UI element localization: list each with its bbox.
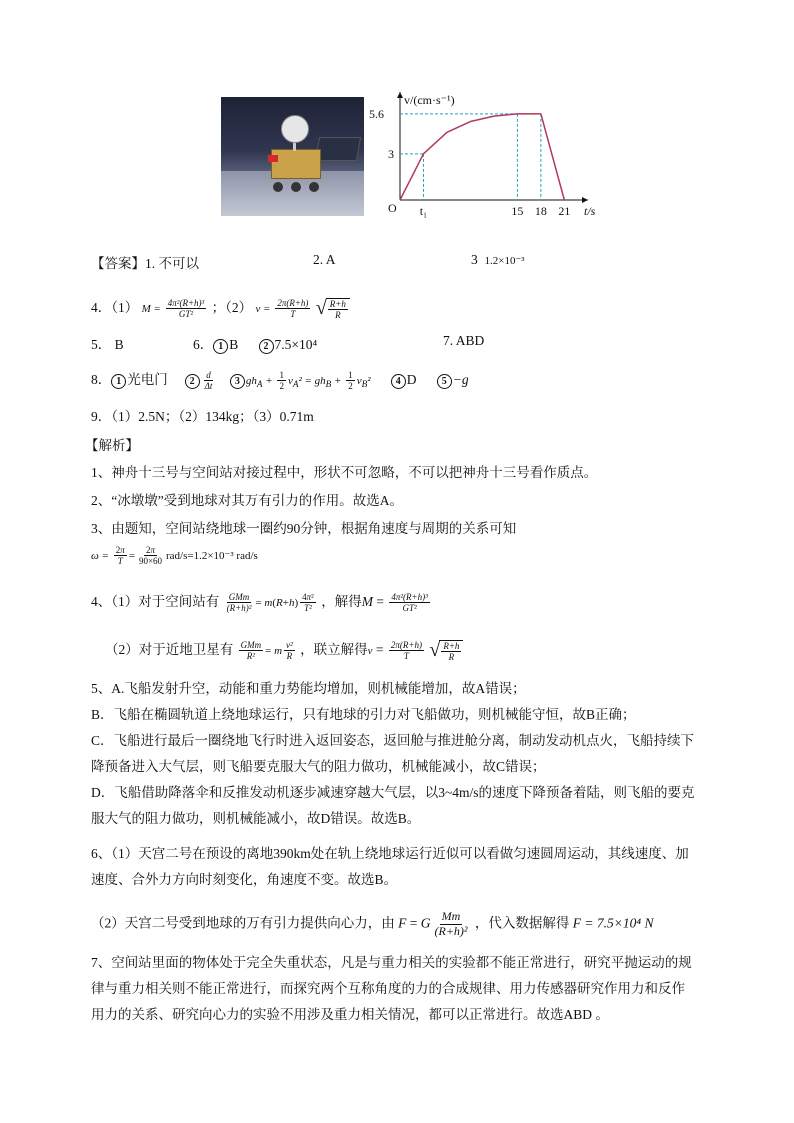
y-tick-3: 3: [388, 146, 394, 161]
x-tick-2: 18: [534, 204, 547, 218]
x-tick-0: t₁: [419, 204, 428, 218]
analysis-6a: 6、（1）天宫二号在预设的离地390km处在轨上绕地球运行近似可以看做匀速圆周运动，其线速度、加 速度、合外力方向时刻变化，角速度不变。故选B。: [91, 846, 689, 887]
analysis-3-equation: ω = $\frac{2\pi}{T}$ = $\frac{2\pi}{90\times 60}$ rad/s=1.2×10⁻³ rad/s: [91, 545, 258, 567]
analysis-3: 3、由题知，空间站绕地球一圈约90分钟，根据角速度与周期的关系可知: [91, 521, 517, 536]
answer-9: 9．（1）2.5N；（2）134kg；（3）0.71m: [91, 409, 314, 424]
analysis-1: 1、神舟十三号与空间站对接过程中，形状不可忽略，不可以把神舟十三号看作质点。: [91, 465, 598, 480]
x-tick-1: 15: [511, 204, 524, 218]
x-axis-arrow: [582, 197, 588, 203]
answer-5: 5． B: [91, 337, 124, 352]
origin-label: O: [388, 201, 397, 215]
analysis-4-2: （2）对于近地卫星有 $\frac{\text{GMm}}{\text{R²}}$ = m $\frac{\text{v²}}{R}$ ，联立解得v = $\frac{2\pi(R+h)}{T}$ √ $\frac{R+h}{R}$: [105, 638, 463, 662]
answer-6: 6． 1 B 2 7.5×10⁴: [193, 337, 318, 352]
y-axis-label: v/(cm·s⁻¹): [404, 93, 455, 107]
x-tick-3: 21: [558, 204, 571, 218]
answer-8: 8． 1 光电门 2 $\frac{d}{\Delta t}$ 3 $gh_A$ + $\frac{1}{2}$ $v_A^2 = gh_B$ + $\frac{1}{2}$ $v_B^2$ 4 D 5 −g: [91, 370, 469, 392]
answer-row-1: [91, 252, 199, 272]
velocity-series-line: [400, 114, 564, 200]
answer-4: 4．（1） M = $\frac{\text{4π²(R+h)³}}{\text{GT²}}$ ；（2） v = $\frac{2\pi(R+h)}{T}$ √ $\frac{R+h}{R}$: [91, 296, 350, 320]
answer-3: 3 1.2×10⁻³: [471, 252, 525, 267]
lunar-rover-photo: [221, 97, 364, 216]
analysis-2: 2、“冰墩墩”受到地球对其万有引力的作用。故选A。: [91, 493, 403, 508]
answer-header: 【答案】: [91, 256, 145, 271]
analysis-7: 7、空间站里面的物体处于完全失重状态，凡是与重力相关的实验都不能正常进行，研究平抛运动的规 律与重力相关则不能正常进行，而探究两个互称角度的力的合成规律、用力传感器研究作用力和反作 用力的关系、研究向心力的实验不用涉及重力相关情况，都可以正常进行。故选ABD 。: [91, 955, 692, 1022]
y-axis-arrow: [397, 92, 403, 98]
velocity-time-chart: [369, 92, 596, 222]
x-axis-label: t/s: [584, 204, 596, 218]
answer-1: 1. 不可以: [145, 256, 199, 271]
y-tick-5.6: 5.6: [369, 106, 384, 121]
answer-2: 2. A: [313, 252, 336, 267]
analysis-header: 【解析】: [85, 438, 139, 453]
analysis-4-1: 4、（1）对于空间站有 $\frac{\text{GMm}}{\text{(R+h)²}}$ = m(R+h) $\frac{\text{4π²}}{\text{T²}}$ ，解得M = $\frac{\text{4π²(R+h)³}}{\text{GT²}}$: [91, 592, 428, 614]
analysis-6b: （2）天宫二号受到地球的万有引力提供向心力，由 F = G $\frac{Mm}{\text{(R+h)²}}$ ，代入数据解得 F = 7.5×10⁴ N: [91, 909, 654, 938]
analysis-5: 5、A.飞船发射升空，动能和重力势能均增加，则机械能增加，故A错误； B．飞船在椭圆轨道上绕地球运行，只有地球的引力对飞船做功，则机械能守恒，故B正确； C．飞船进行最后一圈绕地飞行时进入返回姿态，返回舱与推进舱分离，制动发动机点火，飞船持续下 降预备进入大气层，则飞船要克服大气的阻力做功，机械能减小，故C错误； D．飞船借助降落伞和反推发动机逐步减速穿越大气层，以3~4m/s的速度下降预备着陆，则飞船的要克 服大气的阻力做功，则机械能减小，故D错误。故选B。: [91, 681, 695, 826]
answer-7: 7. ABD: [443, 333, 485, 348]
